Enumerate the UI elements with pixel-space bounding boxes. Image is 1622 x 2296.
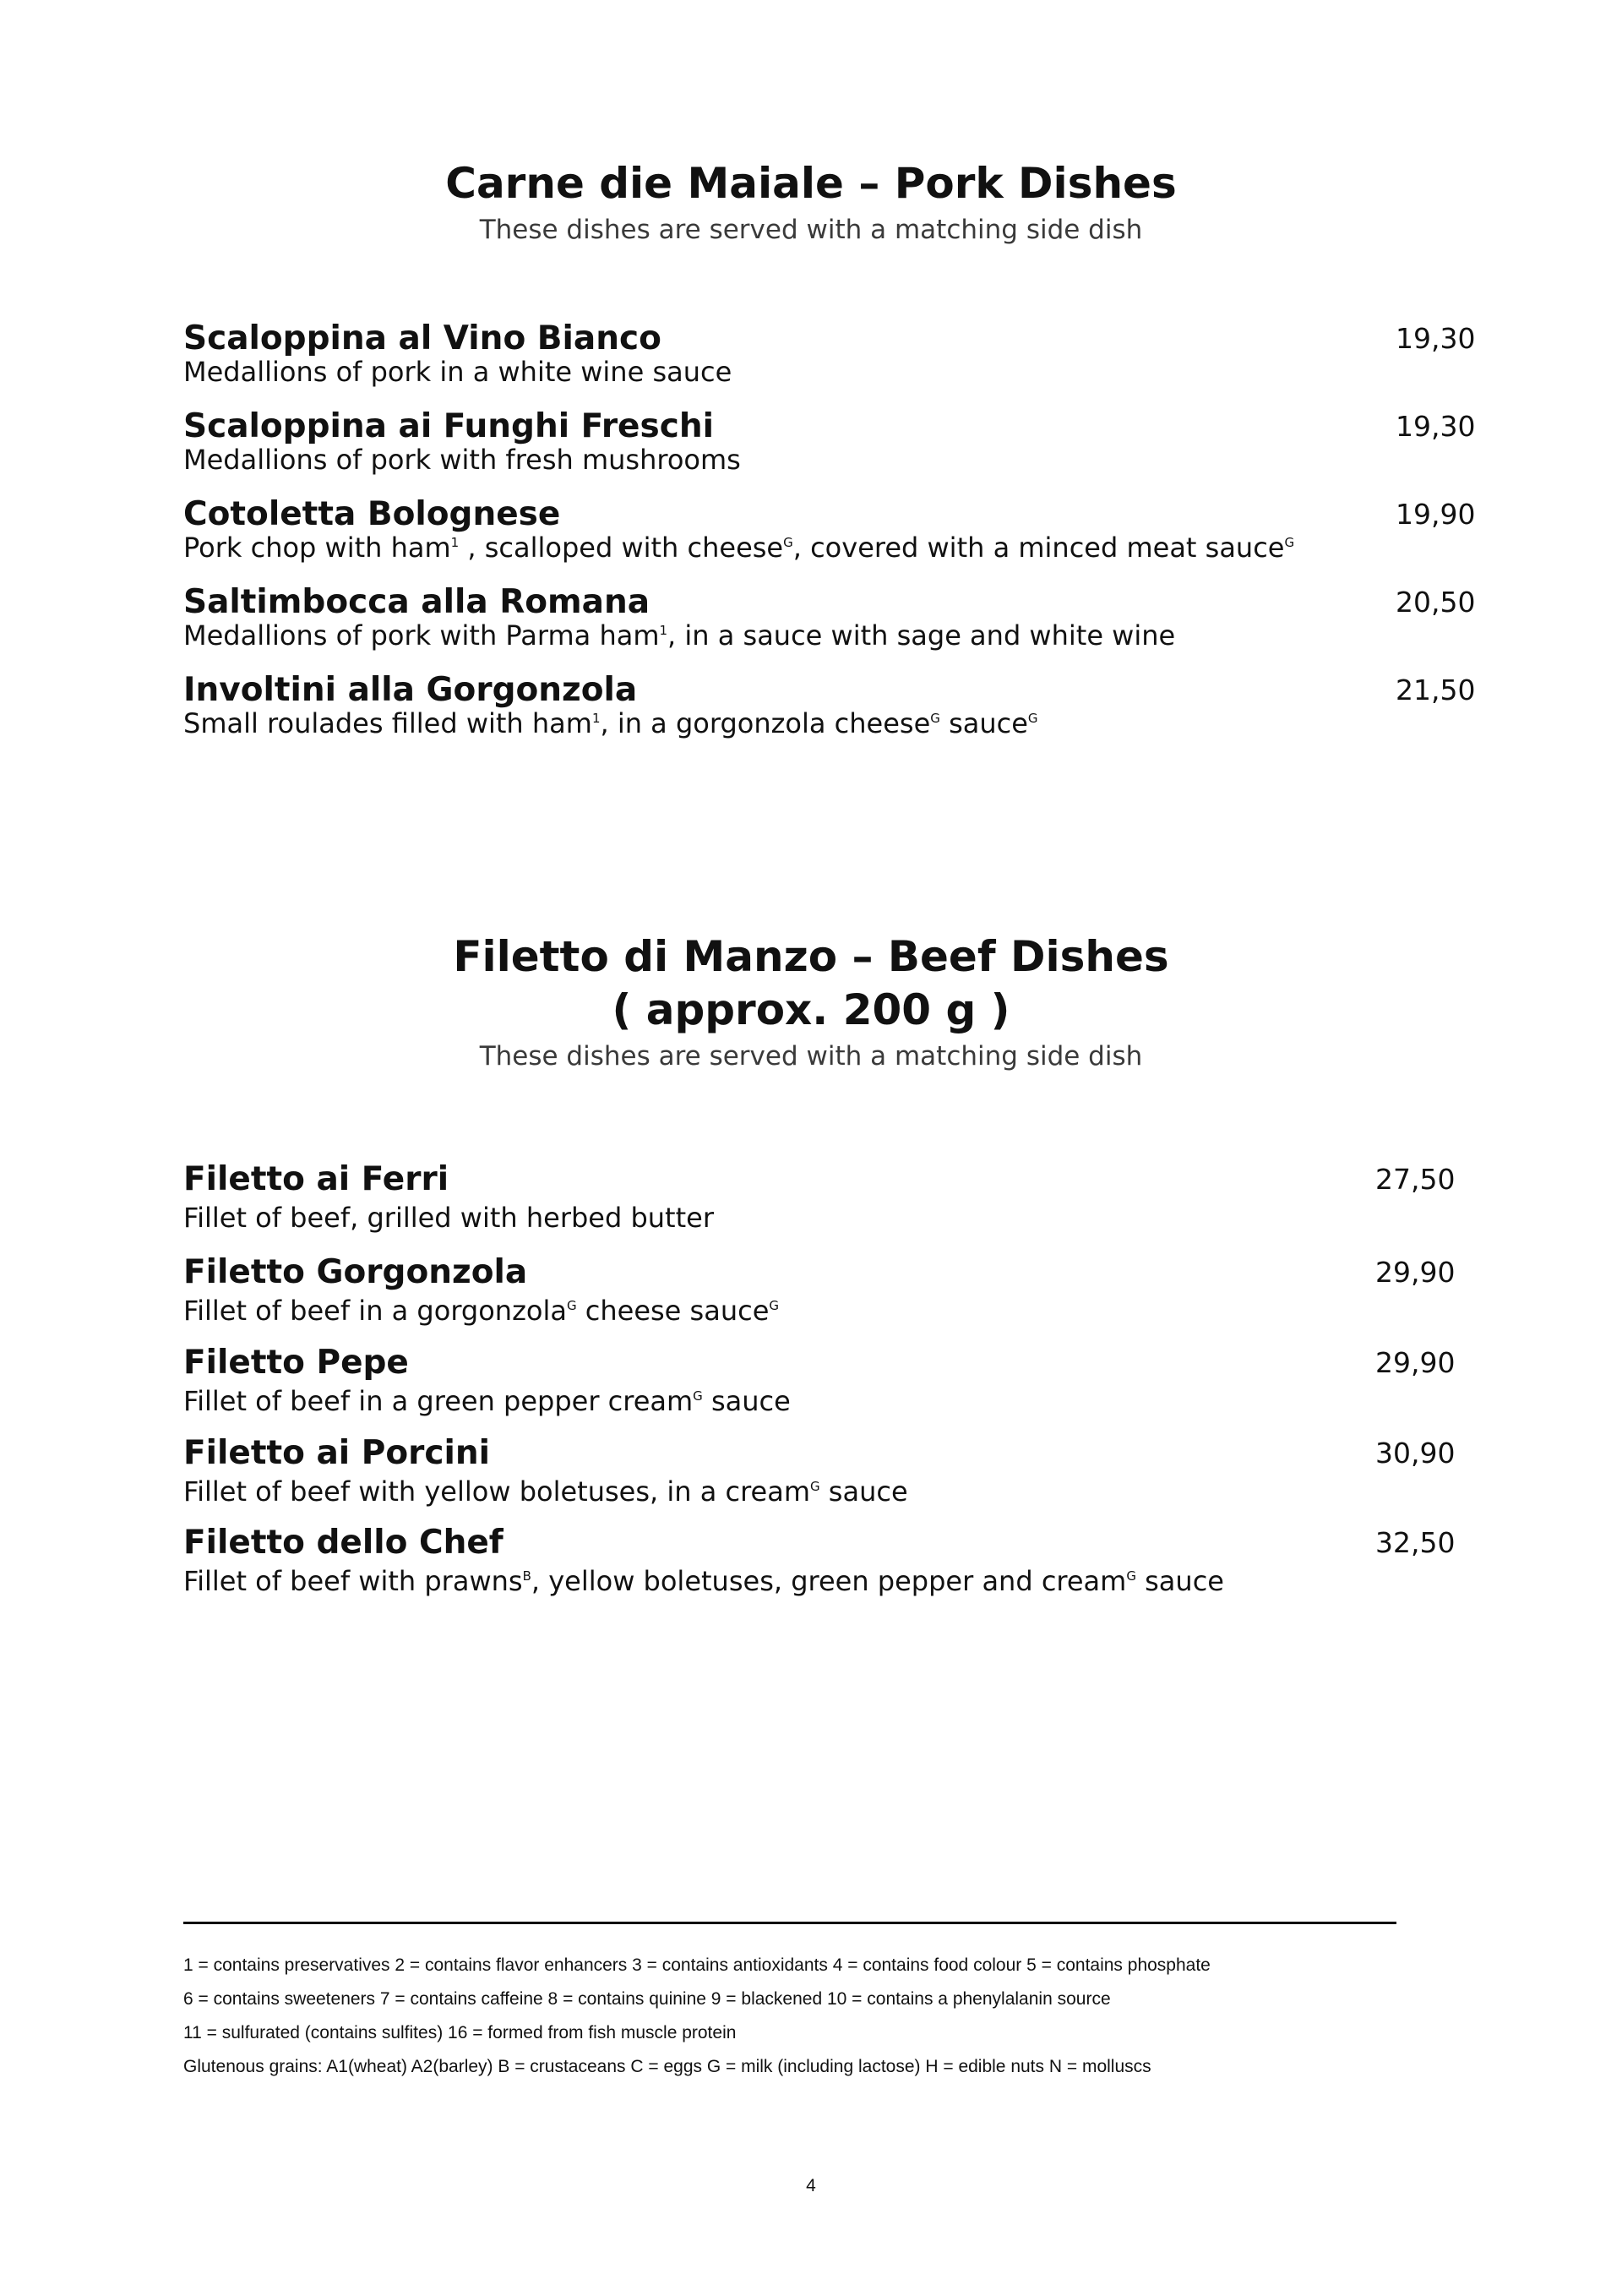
description-text: sauce — [819, 1475, 908, 1508]
menu-item — [183, 1252, 779, 1328]
allergen-marker: B — [522, 1568, 531, 1584]
beef-section-weight: ( approx. 200 g ) — [612, 985, 1010, 1034]
dish-description — [183, 706, 1038, 740]
menu-item — [183, 581, 1175, 652]
description-text: sauce — [939, 707, 1028, 739]
dish-description — [183, 1294, 779, 1328]
dish-name: Scaloppina ai Funghi Freschi — [183, 407, 714, 445]
dish-name: Scaloppina al Vino Bianco — [183, 319, 661, 357]
legend-line: 6 = contains sweeteners 7 = contains caffeine 8 = contains quinine 9 = blackened 10 = contains a phenylalanin source — [183, 1989, 1111, 2009]
description-text: , yellow boletuses, green pepper and cream — [531, 1565, 1127, 1597]
dish-price: 19,30 — [1396, 410, 1476, 443]
dish-name: Involtini alla Gorgonzola — [183, 671, 638, 709]
page-number: 4 — [806, 2176, 816, 2195]
dish-price: 21,50 — [1396, 674, 1476, 706]
dish-description — [183, 443, 741, 477]
description-text: Medallions of pork with Parma ham — [183, 619, 660, 652]
description-text: cheese sauce — [576, 1295, 770, 1327]
menu-item — [183, 1159, 714, 1235]
legend-line: Glutenous grains: A1(wheat) A2(barley) B = crustaceans C = eggs G = milk (including lactose) H = edible nuts N = molluscs — [183, 2057, 1151, 2076]
dish-description — [183, 355, 732, 389]
menu-item — [183, 494, 1294, 564]
beef-section-subtitle: These dishes are served with a matching side dish — [479, 1041, 1143, 1072]
description-text: Fillet of beef in a gorgonzola — [183, 1295, 567, 1327]
description-text: Medallions of pork with fresh mushrooms — [183, 444, 741, 476]
description-text: sauce — [702, 1385, 791, 1417]
beef-section-title: Filetto di Manzo – Beef Dishes — [453, 932, 1169, 981]
description-text: , in a gorgonzola cheese — [600, 707, 931, 739]
dish-name: Filetto ai Porcini — [183, 1434, 490, 1472]
description-text: Pork chop with ham — [183, 532, 451, 564]
dish-name: Filetto Pepe — [183, 1344, 409, 1382]
description-text: Fillet of beef with prawns — [183, 1565, 523, 1597]
description-text: Fillet of beef with yellow boletuses, in a cream — [183, 1475, 810, 1508]
menu-item — [183, 1342, 791, 1418]
dish-price: 30,90 — [1375, 1437, 1456, 1470]
dish-description — [183, 619, 1175, 652]
menu-item — [183, 406, 741, 477]
footnote-divider — [183, 1922, 1396, 1924]
allergen-marker: 1 — [659, 623, 668, 638]
legend-line: 1 = contains preservatives 2 = contains flavor enhancers 3 = contains antioxidants 4 = contains food colour 5 = contains phosphate — [183, 1955, 1211, 1975]
description-text: sauce — [1135, 1565, 1224, 1597]
allergen-marker: 1 — [591, 711, 601, 726]
dish-name: Filetto dello Chef — [183, 1524, 503, 1562]
dish-description — [183, 1475, 908, 1508]
description-text: Fillet of beef in a green pepper cream — [183, 1385, 694, 1417]
pork-section-subtitle: These dishes are served with a matching side dish — [479, 215, 1143, 245]
allergen-marker: 1 — [450, 535, 460, 550]
pork-section-title: Carne die Maiale – Pork Dishes — [445, 159, 1177, 208]
allergen-marker: G — [769, 1298, 779, 1313]
description-text: , covered with a minced meat sauce — [792, 532, 1285, 564]
legend-line: 11 = sulfurated (contains sulfites) 16 = formed from fish muscle protein — [183, 2023, 737, 2042]
allergen-marker: G — [1027, 711, 1038, 726]
dish-price: 19,90 — [1396, 498, 1476, 531]
allergen-marker: G — [1126, 1568, 1136, 1584]
description-text: Medallions of pork in a white wine sauce — [183, 356, 732, 388]
dish-price: 27,50 — [1375, 1163, 1456, 1196]
description-text: Fillet of beef, grilled with herbed butter — [183, 1202, 714, 1234]
dish-description — [183, 1201, 714, 1235]
allergen-marker: G — [783, 535, 793, 550]
allergen-marker: G — [930, 711, 940, 726]
dish-description — [183, 1384, 791, 1418]
allergen-marker: G — [566, 1298, 577, 1313]
dish-price: 29,90 — [1375, 1346, 1456, 1379]
menu-item — [183, 1522, 1224, 1598]
dish-name: Cotoletta Bolognese — [183, 495, 561, 533]
dish-price: 19,30 — [1396, 322, 1476, 355]
dish-description — [183, 531, 1294, 564]
allergen-marker: G — [810, 1479, 820, 1494]
dish-description — [183, 1564, 1224, 1598]
dish-name: Filetto ai Ferri — [183, 1160, 449, 1198]
dish-name: Filetto Gorgonzola — [183, 1253, 528, 1291]
menu-item — [183, 669, 1038, 740]
dish-name: Saltimbocca alla Romana — [183, 583, 650, 621]
allergen-marker: G — [693, 1388, 703, 1404]
dish-price: 29,90 — [1375, 1256, 1456, 1289]
dish-price: 32,50 — [1375, 1526, 1456, 1559]
dish-price: 20,50 — [1396, 586, 1476, 619]
allergen-marker: G — [1284, 535, 1295, 550]
description-text: , in a sauce with sage and white wine — [667, 619, 1176, 652]
menu-item — [183, 318, 732, 389]
description-text: Small roulades filled with ham — [183, 707, 592, 739]
description-text: , scalloped with cheese — [459, 532, 784, 564]
menu-item — [183, 1432, 908, 1508]
